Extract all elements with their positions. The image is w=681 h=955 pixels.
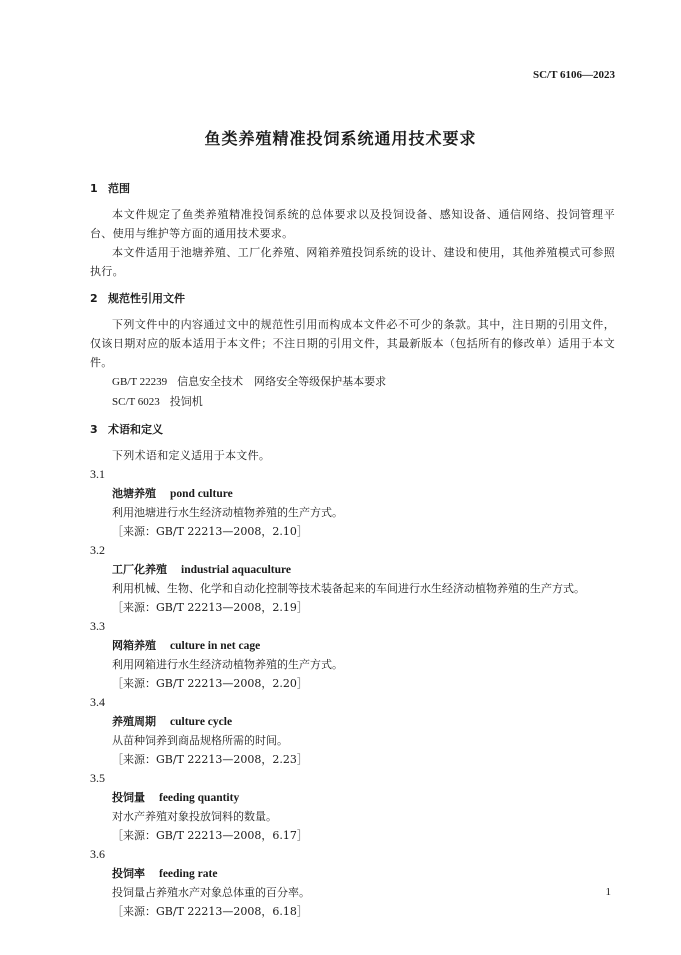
paragraph: 下列文件中的内容通过文中的规范性引用而构成本文件必不可少的条款。其中，注日期的引用文件，仅该日期对应的版本适用于本文件；不注日期的引用文件，其最新版本（包括所有的修改单）适用于本文件。 [90,318,615,369]
term-line [90,788,615,808]
term-chinese: 工厂化养殖 [112,563,167,576]
term-definition: 利用机械、生物、化学和自动化控制等技术装备起来的车间进行水生经济动植物养殖的生产方式。 [112,582,585,595]
paragraph: 下列术语和定义适用于本文件。 [112,449,271,462]
section-number: 2 [90,292,98,305]
term-english: feeding quantity [159,792,240,804]
terms-list [90,465,615,921]
document-title: 鱼类养殖精准投饲系统通用技术要求 [204,129,477,148]
term-definition: 从苗种饲养到商品规格所需的时间。 [112,734,288,747]
clause-number: 3.6 [90,847,105,861]
term-definition: 利用网箱进行水生经济动植物养殖的生产方式。 [112,658,343,671]
clause-number: 3.5 [90,771,105,785]
term-entry [90,769,615,845]
term-definition: 对水产养殖对象投放饲料的数量。 [112,810,277,823]
term-source: ［来源：GB/T 22213—2008，6.17］ [112,829,308,842]
term-entry [90,617,615,693]
clause-number: 3.1 [90,467,105,481]
term-chinese: 投饲量 [112,791,145,804]
clause-number: 3.3 [90,619,105,633]
term-chinese: 投饲率 [112,867,145,880]
reference-item [90,392,615,412]
term-chinese: 池塘养殖 [112,487,156,500]
term-line [90,636,615,656]
term-chinese: 网箱养殖 [112,639,156,652]
term-english: pond culture [170,488,233,500]
term-source: ［来源：GB/T 22213—2008，6.18］ [112,905,308,918]
term-definition: 利用池塘进行水生经济动植物养殖的生产方式。 [112,506,343,519]
page-number: 1 [605,886,611,898]
reference-title: 投饲机 [169,395,203,408]
term-line [90,484,615,504]
term-source: ［来源：GB/T 22213—2008，2.20］ [112,677,308,690]
term-line [90,864,615,884]
term-definition: 投饲量占养殖水产对象总体重的百分率。 [112,886,310,899]
section-heading-normative-references [90,289,615,309]
document-code: SC/T 6106—2023 [532,69,615,81]
reference-item [90,372,615,392]
section-heading-terms [90,420,615,440]
section-title: 规范性引用文件 [108,292,185,305]
section-heading-scope [90,179,615,199]
term-source: ［来源：GB/T 22213—2008，2.19］ [112,601,308,614]
term-source: ［来源：GB/T 22213—2008，2.23］ [112,753,308,766]
term-line [90,712,615,732]
reference-code: GB/T 22239 [112,376,168,388]
clause-number: 3.4 [90,695,105,709]
term-entry [90,693,615,769]
section-title: 范围 [108,182,130,195]
reference-title: 信息安全技术 网络安全等级保护基本要求 [177,375,387,388]
clause-number: 3.2 [90,543,105,557]
term-entry [90,845,615,921]
term-english: culture cycle [170,716,233,728]
paragraph: 本文件适用于池塘养殖、工厂化养殖、网箱养殖投饲系统的设计、建设和使用，其他养殖模式可参照执行。 [90,246,615,278]
term-line [90,560,615,580]
paragraph: 本文件规定了鱼类养殖精准投饲系统的总体要求以及投饲设备、感知设备、通信网络、投饲管理平台、使用与维护等方面的通用技术要求。 [90,208,615,240]
term-entry [90,465,615,541]
term-chinese: 养殖周期 [112,715,156,728]
section-title: 术语和定义 [108,423,163,436]
document-body [90,179,615,921]
section-number: 1 [90,182,98,195]
reference-code: SC/T 6023 [112,396,160,408]
term-entry [90,541,615,617]
term-english: feeding rate [159,868,218,880]
term-english: industrial aquaculture [181,564,292,576]
section-number: 3 [90,423,98,436]
term-english: culture in net cage [170,640,261,652]
term-source: ［来源：GB/T 22213—2008，2.10］ [112,525,308,538]
